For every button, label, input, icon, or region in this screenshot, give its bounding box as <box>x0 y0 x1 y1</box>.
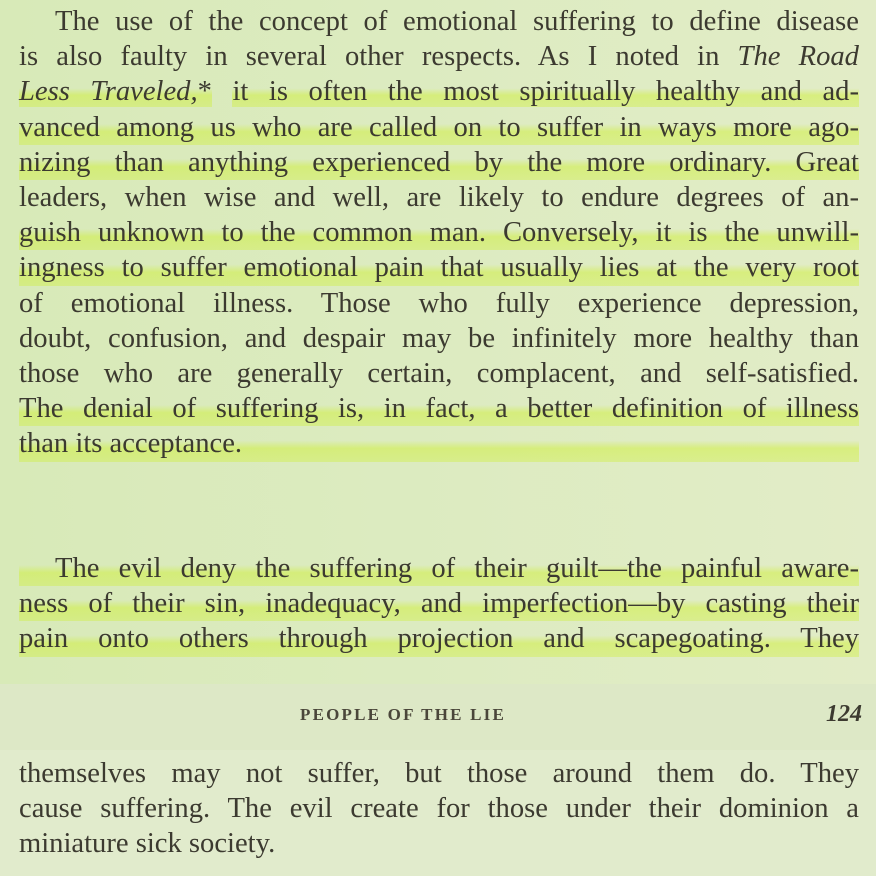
text-line: guish unknown to the common man. Conversely, it is the unwill- <box>19 215 859 250</box>
paragraph-1 <box>19 4 859 462</box>
text-line: cause suffering. The evil create for those under their dominion a <box>19 793 859 825</box>
text-line: doubt, confusion, and despair may be infinitely more healthy than <box>19 322 859 354</box>
text-line: of emotional illness. Those who fully experience depression, <box>19 287 859 319</box>
paragraph-3 <box>19 756 859 862</box>
running-head <box>0 703 876 733</box>
running-title: PEOPLE OF THE LIE <box>300 705 507 724</box>
text-line: Less Traveled,* it is often the most spiritually healthy and ad- <box>19 76 859 108</box>
text-line: nizing than anything experienced by the more ordinary. Great <box>19 145 859 180</box>
text-line: miniature sick society. <box>19 828 276 860</box>
book-title-italic: Less Traveled, <box>19 76 198 108</box>
text-line: The use of the concept of emotional suffering to define disease <box>55 6 859 37</box>
text-line: those who are generally certain, complacent, and self-satisfied. <box>19 358 859 390</box>
text-line: leaders, when wise and well, are likely to endure degrees of an- <box>19 182 859 214</box>
page-number: 124 <box>826 701 862 727</box>
text-line: pain onto others through projection and scapegoating. They <box>19 621 859 656</box>
text-line: themselves may not suffer, but those around them do. They <box>19 758 859 789</box>
text-line: The evil deny the suffering of their guilt—the painful aware- <box>19 551 859 586</box>
text-line: The denial of suffering is, in fact, a better definition of illness <box>19 391 859 426</box>
paragraph-2 <box>19 551 859 657</box>
text-line: ness of their sin, inadequacy, and imperfection—by casting their <box>19 586 859 621</box>
footnote-marker: * <box>197 76 212 108</box>
text-line: than its acceptance. <box>19 426 859 461</box>
text-line: ingness to suffer emotional pain that usually lies at the very root <box>19 250 859 285</box>
text-line: vanced among us who are called on to suffer in ways more ago- <box>19 110 859 145</box>
book-title-italic: The Road <box>737 41 859 73</box>
text-line: is also faulty in several other respects. As I noted in The Road <box>19 41 859 73</box>
